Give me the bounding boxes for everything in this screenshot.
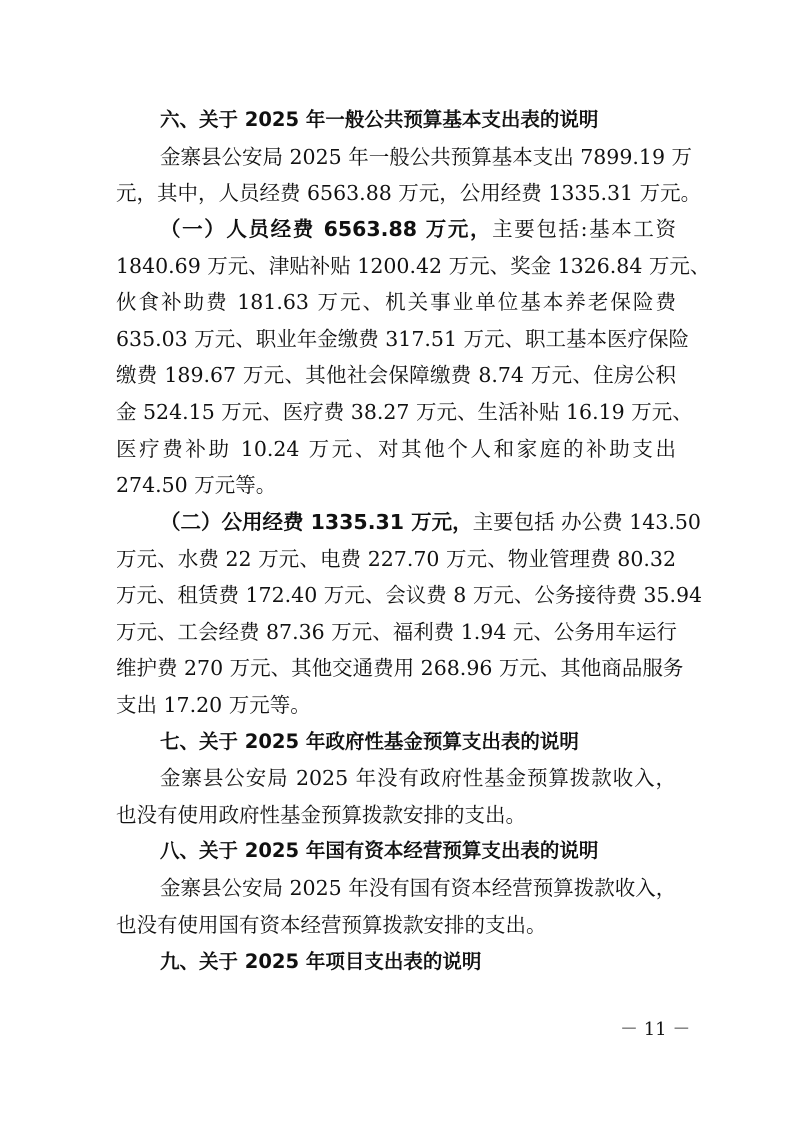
section-7-line-1: 金寨县公安局 2025 年没有政府性基金预算拨款收入， bbox=[160, 766, 676, 790]
personnel-expense-line-8: 274.50 万元等。 bbox=[116, 473, 277, 497]
personnel-expense-line-5: 缴费 189.67 万元、其他社会保障缴费 8.74 万元、住房公积 bbox=[116, 363, 676, 387]
personnel-expense-line-1 bbox=[160, 216, 676, 242]
page-number: － 11 － bbox=[620, 1019, 691, 1040]
section-7-heading: 七、关于 2025 年政府性基金预算支出表的说明 bbox=[160, 730, 579, 753]
public-expense-line-6: 支出 17.20 万元等。 bbox=[116, 693, 311, 717]
personnel-expense-line-7: 医疗费补助 10.24 万元、对其他个人和家庭的补助支出 bbox=[116, 437, 676, 461]
section-8-line-2: 也没有使用国有资本经营预算拨款安排的支出。 bbox=[116, 913, 547, 937]
public-expense-line-5: 维护费 270 万元、其他交通费用 268.96 万元、其他商品服务 bbox=[116, 656, 684, 680]
section-6-heading: 六、关于 2025 年一般公共预算基本支出表的说明 bbox=[160, 108, 599, 131]
personnel-expense-line-4: 635.03 万元、职业年金缴费 317.51 万元、职工基本医疗保险 bbox=[116, 327, 690, 351]
personnel-expense-line-1-rest: 主要包括:基本工资 bbox=[492, 217, 676, 241]
personnel-expense-line-2: 1840.69 万元、津贴补贴 1200.42 万元、奖金 1326.84 万元、 bbox=[116, 254, 711, 278]
section-7-line-2: 也没有使用政府性基金预算拨款安排的支出。 bbox=[116, 803, 526, 827]
public-expense-line-4: 万元、工会经费 87.36 万元、福利费 1.94 元、公务用车运行 bbox=[116, 620, 677, 644]
personnel-expense-line-6: 金 524.15 万元、医疗费 38.27 万元、生活补贴 16.19 万元、 bbox=[116, 400, 693, 424]
section-8-line-1: 金寨县公安局 2025 年没有国有资本经营预算拨款收入， bbox=[160, 876, 677, 900]
section-8-heading: 八、关于 2025 年国有资本经营预算支出表的说明 bbox=[160, 839, 599, 862]
public-expense-line-2: 万元、水费 22 万元、电费 227.70 万元、物业管理费 80.32 bbox=[116, 547, 676, 571]
public-expense-label: （二）公用经费 1335.31 万元， bbox=[160, 510, 473, 534]
section-6-intro-line-1: 金寨县公安局 2025 年一般公共预算基本支出 7899.19 万 bbox=[160, 145, 693, 169]
section-9-heading: 九、关于 2025 年项目支出表的说明 bbox=[160, 950, 482, 973]
public-expense-line-1-rest: 主要包括 办公费 143.50 bbox=[472, 510, 701, 534]
public-expense-line-1 bbox=[160, 509, 701, 535]
personnel-expense-label: （一）人员经费 6563.88 万元， bbox=[160, 217, 493, 241]
personnel-expense-line-3: 伙食补助费 181.63 万元、机关事业单位基本养老保险费 bbox=[116, 290, 676, 314]
section-6-intro-line-2: 元，其中，人员经费 6563.88 万元，公用经费 1335.31 万元。 bbox=[116, 181, 702, 205]
public-expense-line-3: 万元、租赁费 172.40 万元、会议费 8 万元、公务接待费 35.94 bbox=[116, 583, 703, 607]
